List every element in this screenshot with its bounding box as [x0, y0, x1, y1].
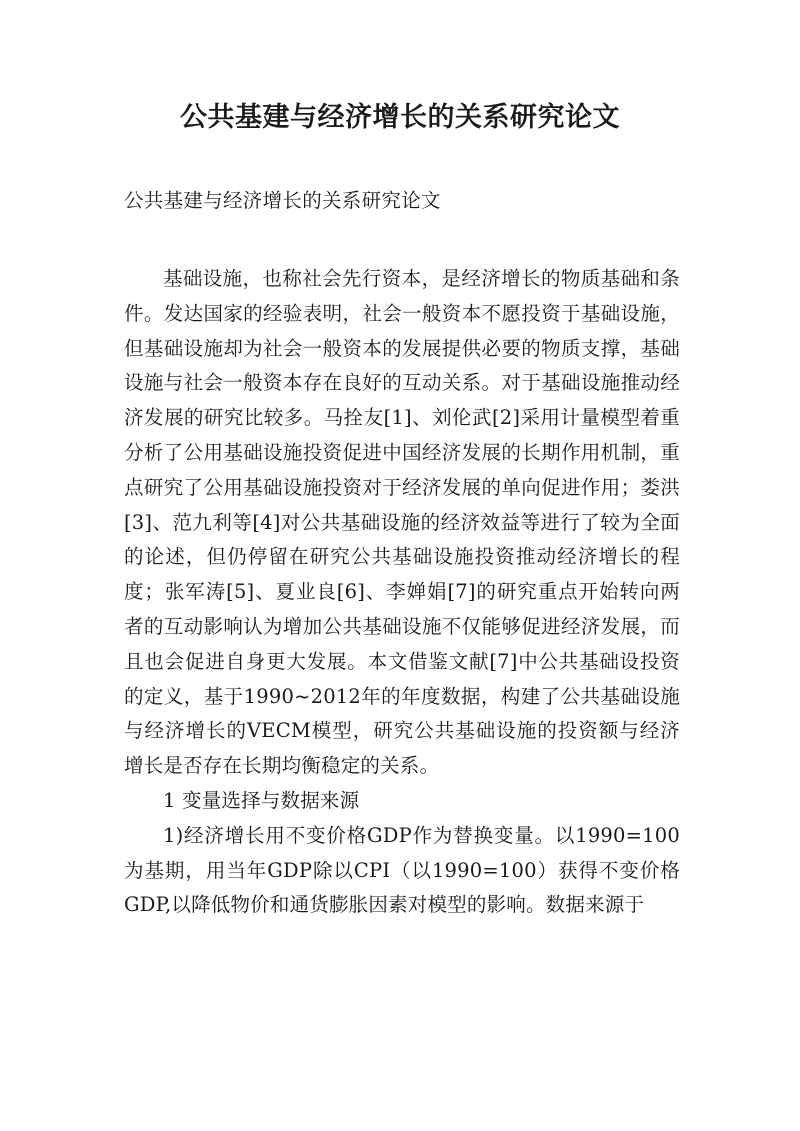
document-title: 公共基建与经济增长的关系研究论文 [180, 102, 620, 133]
document-subtitle: 公共基建与经济增长的关系研究论文 [124, 189, 441, 212]
section-paragraph: 1)经济增长用不变价格GDP作为替换变量。以1990=100为基期，用当年GDP除以CPI（以1990=100）获得不变价格GDP,以降低物价和通货膨胀因素对模型的影响。数据来源于 [124, 823, 680, 917]
body-paragraph: 基础设施，也称社会先行资本，是经济增长的物质基础和条件。发达国家的经验表明，社会一般资本不愿投资于基础设施，但基础设施却为社会一般资本的发展提供必要的物质支撑，基础设施与社会一般资本存在良好的互动关系。对于基础设施推动经济发展的研究比较多。马拴友[1]、刘伦武[2]采用计量模型着重分析了公用基础设施投资促进中国经济发展的长期作用机制，重点研究了公用基础设施投资对于经济发展的单向促进作用；娄洪[3]、范九利等[4]对公共基础设施的经济效益等进行了较为全面的论述，但仍停留在研究公共基础设施投资推动经济增长的程度；张军涛[5]、夏业良[6]、李婵娟[7]的研究重点开始转向两者的互动影响认为增加公共基础设施不仅能够促进经济发展，而且也会促进自身更大发展。本文借鉴文献[7]中公共基础设投资的定义，基于1990~2012年的年度数据，构建了公共基础设施与经济增长的VECM模型，研究公共基础设施的投资额与经济增长是否存在长期均衡稳定的关系。 [124, 267, 680, 778]
section-heading: 1 变量选择与数据来源 [163, 788, 360, 812]
document-body [124, 262, 680, 923]
